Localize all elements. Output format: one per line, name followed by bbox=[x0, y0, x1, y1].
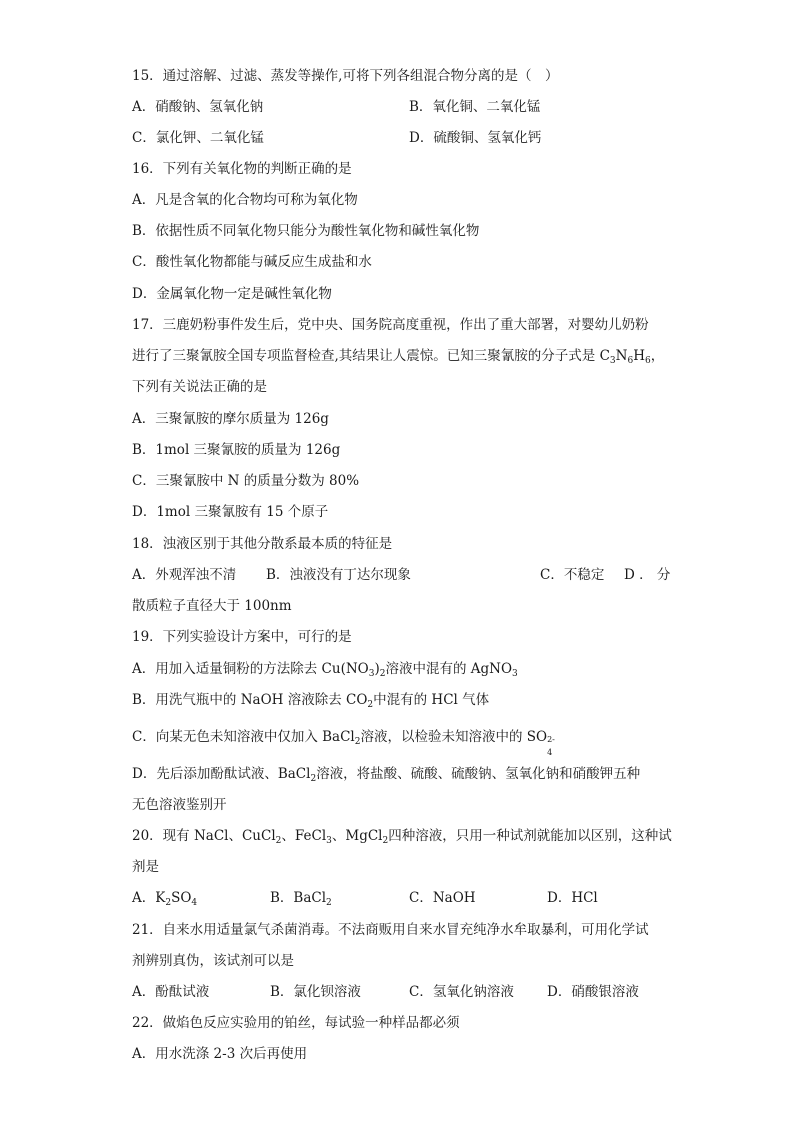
formula-subscript: 6 bbox=[627, 356, 634, 366]
q21-option-c: C．氢氧化钠溶液 bbox=[409, 984, 514, 1000]
q22-stem: 22．做焰色反应实验用的铂丝，每试验一种样品都必须 bbox=[132, 1015, 460, 1031]
stem-text: 、MgCl bbox=[331, 828, 383, 844]
q20-option-d: D．HCl bbox=[547, 890, 598, 906]
q17-stem-line1: 17．三鹿奶粉事件发生后，党中央、国务院高度重视，作出了重大部署，对婴幼儿奶粉 bbox=[132, 317, 649, 333]
q20-stem-line2: 剂是 bbox=[132, 859, 159, 875]
option-text: A．K bbox=[132, 890, 166, 906]
q17-stem-text: 进行了三聚氰胺全国专项监督检查,其结果让人震惊。已知三聚氰胺的分子式是 C bbox=[132, 348, 610, 364]
punctuation: ， bbox=[650, 348, 665, 364]
q19-option-b bbox=[132, 690, 489, 710]
formula-subscript: 2 bbox=[310, 774, 317, 784]
q15-stem: 15．通过溶解、过滤、蒸发等操作,可将下列各组混合物分离的是（ ） bbox=[132, 68, 559, 84]
q17-stem-line2 bbox=[132, 346, 664, 366]
q18-option-a: A．外观浑浊不清 bbox=[132, 567, 237, 583]
option-text: 溶液中混有的 AgNO bbox=[385, 661, 513, 677]
option-text: 溶液，以检验未知溶液中的 SO bbox=[360, 729, 548, 745]
option-text: A．用加入适量铜粉的方法除去 Cu(NO bbox=[132, 661, 369, 677]
formula-subscript: 2 bbox=[354, 737, 361, 747]
q19-option-a bbox=[132, 659, 518, 679]
formula-subscript: 2 bbox=[367, 700, 374, 710]
q21-stem-line2: 剂辨别真伪，该试剂可以是 bbox=[132, 953, 294, 969]
q15-option-a: A．硝酸钠、氢氧化钠 bbox=[132, 99, 264, 115]
option-text: D．先后添加酚酞试液、BaCl bbox=[132, 766, 311, 782]
formula-element: N bbox=[615, 348, 628, 364]
formula-subscript: 3 bbox=[609, 356, 616, 366]
q19-stem: 19．下列实验设计方案中，可行的是 bbox=[132, 629, 352, 645]
ion-subscript: 4 bbox=[547, 748, 553, 757]
q16-option-d: D．金属氧化物一定是碱性氧化物 bbox=[132, 286, 332, 302]
formula-subscript: 3 bbox=[512, 669, 518, 679]
q19-option-d-line2: 无色溶液鉴别开 bbox=[132, 797, 227, 813]
formula-paren: ) bbox=[374, 661, 380, 677]
q20-option-b bbox=[270, 888, 332, 908]
q16-stem: 16．下列有关氧化物的判断正确的是 bbox=[132, 161, 352, 177]
stem-text: 20．现有 NaCl、CuCl bbox=[132, 828, 276, 844]
q15-option-c: C．氯化钾、二氧化锰 bbox=[132, 130, 264, 146]
q19-option-c bbox=[132, 727, 555, 757]
q18-option-d: D ． 分 bbox=[624, 567, 671, 583]
formula-subscript: 2 bbox=[326, 898, 332, 908]
formula-subscript: 2 bbox=[275, 836, 282, 846]
option-text: B．BaCl bbox=[270, 890, 327, 906]
q17-option-a: A．三聚氰胺的摩尔质量为 126g bbox=[132, 411, 329, 427]
q22-option-a: A．用水洗涤 2-3 次后再使用 bbox=[132, 1046, 308, 1062]
stem-text: 四种溶液，只用一种试剂就能加以区别，这种试 bbox=[388, 828, 672, 844]
q21-option-d: D．硝酸银溶液 bbox=[547, 984, 639, 1000]
q18-option-d-continued: 散质粒子直径大于 100nm bbox=[132, 598, 292, 614]
option-text: 溶液，将盐酸、硫酸、硫酸钠、氢氧化钠和硝酸钾五种 bbox=[316, 766, 641, 782]
q17-option-b: B．1mol 三聚氰胺的质量为 126g bbox=[132, 442, 341, 458]
q20-stem-line1 bbox=[132, 826, 672, 846]
q17-option-d: D．1mol 三聚氰胺有 15 个原子 bbox=[132, 504, 329, 520]
option-text: SO bbox=[171, 890, 192, 906]
q21-option-a: A．酚酞试液 bbox=[132, 984, 210, 1000]
formula-subscript: 2 bbox=[379, 669, 386, 679]
q16-option-a: A．凡是含氧的化合物均可称为氧化物 bbox=[132, 192, 358, 208]
q18-stem: 18．浊液区别于其他分散系最本质的特征是 bbox=[132, 536, 393, 552]
stem-text: 、FeCl bbox=[281, 828, 327, 844]
q20-option-a bbox=[132, 888, 197, 908]
q21-stem-line1: 21．自来水用适量氯气杀菌消毒。不法商贩用自来水冒充纯净水牟取暴利，可用化学试 bbox=[132, 922, 649, 938]
option-text: 中混有的 HCl 气体 bbox=[373, 692, 490, 708]
formula-subscript: 2 bbox=[382, 836, 389, 846]
formula-subscript: 3 bbox=[368, 669, 375, 679]
q15-option-b: B．氧化铜、二氧化锰 bbox=[409, 99, 541, 115]
formula-element: H bbox=[633, 348, 645, 364]
q17-option-c: C．三聚氰胺中 N 的质量分数为 80% bbox=[132, 473, 360, 489]
q15-option-d: D．硫酸铜、氢氧化钙 bbox=[409, 130, 542, 146]
q19-option-d-line1 bbox=[132, 764, 640, 784]
formula-subscript: 3 bbox=[326, 836, 332, 846]
formula-subscript: 6 bbox=[644, 356, 651, 366]
option-text: B．用洗气瓶中的 NaOH 溶液除去 CO bbox=[132, 692, 368, 708]
q20-option-c: C．NaOH bbox=[409, 890, 476, 906]
q18-option-c: C．不稳定 bbox=[540, 567, 605, 583]
q16-option-c: C．酸性氧化物都能与碱反应生成盐和水 bbox=[132, 254, 372, 270]
q21-option-b: B．氯化钡溶液 bbox=[270, 984, 361, 1000]
q17-stem-line3: 下列有关说法正确的是 bbox=[132, 379, 267, 395]
option-text: C．向某无色未知溶液中仅加入 BaCl bbox=[132, 729, 355, 745]
q16-option-b: B．依据性质不同氧化物只能分为酸性氧化物和碱性氧化物 bbox=[132, 223, 480, 239]
formula-subscript: 2 bbox=[165, 898, 172, 908]
formula-subscript: 4 bbox=[191, 898, 198, 908]
q18-option-b: B．浊液没有丁达尔现象 bbox=[266, 567, 411, 583]
ion-charge: 2- bbox=[547, 735, 555, 744]
